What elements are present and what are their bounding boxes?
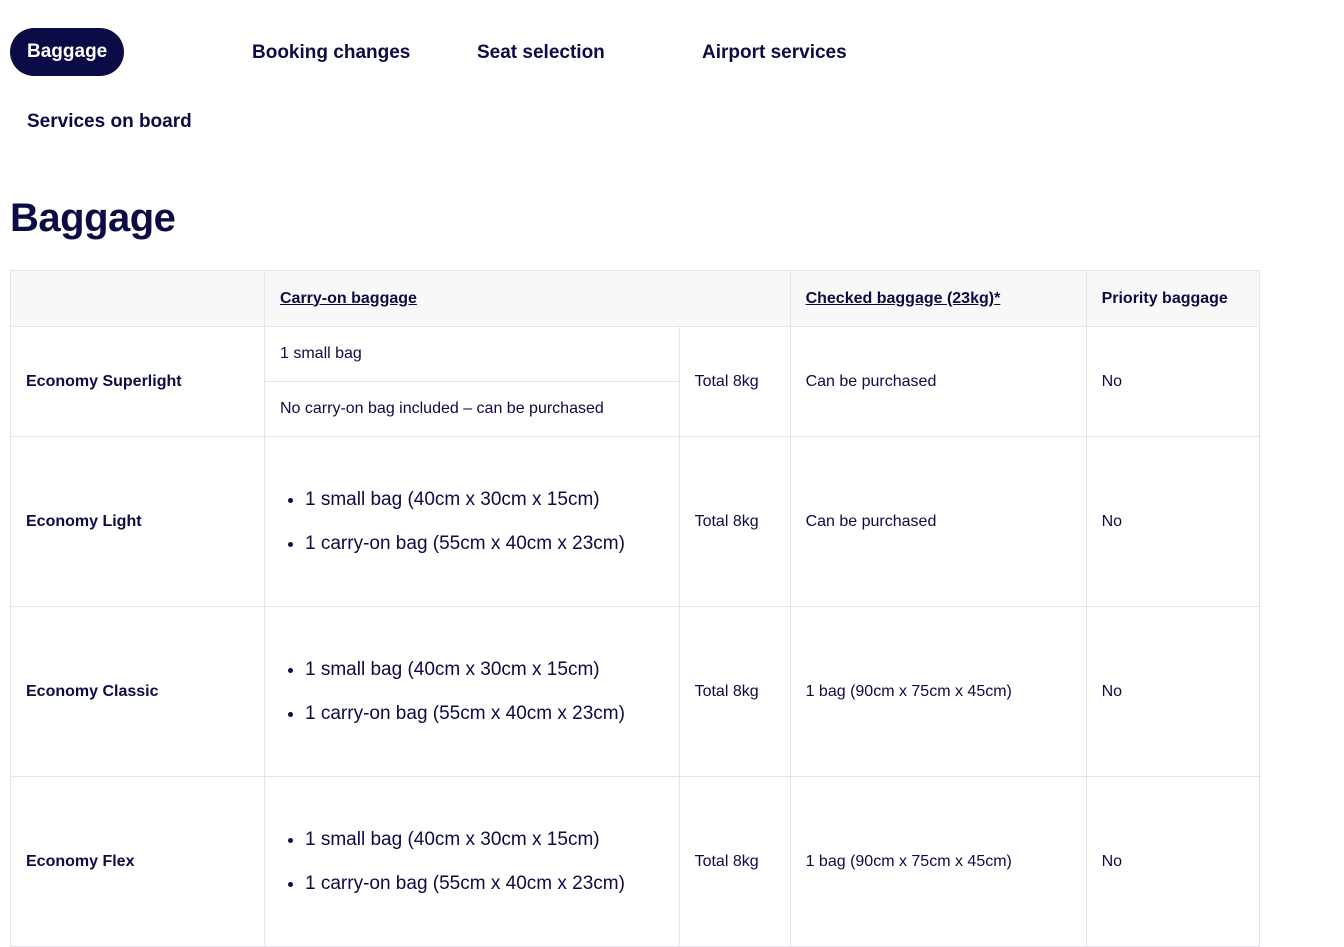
table-row — [11, 607, 1260, 777]
table-row — [11, 437, 1260, 607]
table-header-row — [11, 271, 1260, 327]
list-item: • 1 small bag (40cm x 30cm x 15cm) — [305, 659, 664, 681]
total-weight: Total 8kg — [679, 437, 790, 607]
fare-name: Economy Superlight — [11, 327, 265, 437]
table-row — [11, 777, 1260, 947]
page-title: Baggage — [10, 196, 176, 240]
carry-on-baggage-link[interactable]: Carry-on baggage — [280, 289, 417, 307]
checked-baggage-link[interactable]: Checked baggage (23kg)* — [805, 289, 1001, 307]
carry-on-cell: 1 small bag — [265, 327, 680, 382]
tab-airport-services[interactable]: Airport services — [702, 42, 847, 63]
fare-name: Economy Classic — [11, 607, 265, 777]
list-item: • 1 carry-on bag (55cm x 40cm x 23cm) — [305, 533, 664, 555]
priority-cell: No — [1086, 777, 1259, 947]
list-item: • 1 carry-on bag (55cm x 40cm x 23cm) — [305, 703, 664, 725]
carry-on-list — [280, 489, 664, 555]
carry-on-list — [280, 829, 664, 895]
checked-cell: 1 bag (90cm x 75cm x 45cm) — [790, 607, 1086, 777]
total-weight: Total 8kg — [679, 777, 790, 947]
header-checked — [790, 271, 1086, 327]
header-priority: Priority baggage — [1086, 271, 1259, 327]
fare-name: Economy Flex — [11, 777, 265, 947]
tab-baggage[interactable]: Baggage — [10, 28, 124, 76]
total-weight: Total 8kg — [679, 327, 790, 437]
carry-on-cell: No carry-on bag included – can be purchased — [265, 382, 680, 437]
tab-services-on-board[interactable]: Services on board — [27, 111, 192, 132]
tab-booking-changes[interactable]: Booking changes — [252, 42, 411, 63]
carry-on-cell — [265, 777, 680, 947]
header-carry-on — [265, 271, 791, 327]
priority-cell: No — [1086, 327, 1259, 437]
tab-seat-selection[interactable]: Seat selection — [477, 42, 605, 63]
carry-on-cell — [265, 607, 680, 777]
list-item: • 1 small bag (40cm x 30cm x 15cm) — [305, 829, 664, 851]
list-item: • 1 small bag (40cm x 30cm x 15cm) — [305, 489, 664, 511]
table-row — [11, 327, 1260, 382]
total-weight: Total 8kg — [679, 607, 790, 777]
list-item: • 1 carry-on bag (55cm x 40cm x 23cm) — [305, 873, 664, 895]
carry-on-list — [280, 659, 664, 725]
checked-cell: Can be purchased — [790, 437, 1086, 607]
priority-cell: No — [1086, 607, 1259, 777]
carry-on-cell — [265, 437, 680, 607]
fare-name: Economy Light — [11, 437, 265, 607]
checked-cell: Can be purchased — [790, 327, 1086, 437]
checked-cell: 1 bag (90cm x 75cm x 45cm) — [790, 777, 1086, 947]
header-empty — [11, 271, 265, 327]
baggage-table — [10, 270, 1260, 947]
priority-cell: No — [1086, 437, 1259, 607]
tab-bar — [0, 0, 1344, 180]
